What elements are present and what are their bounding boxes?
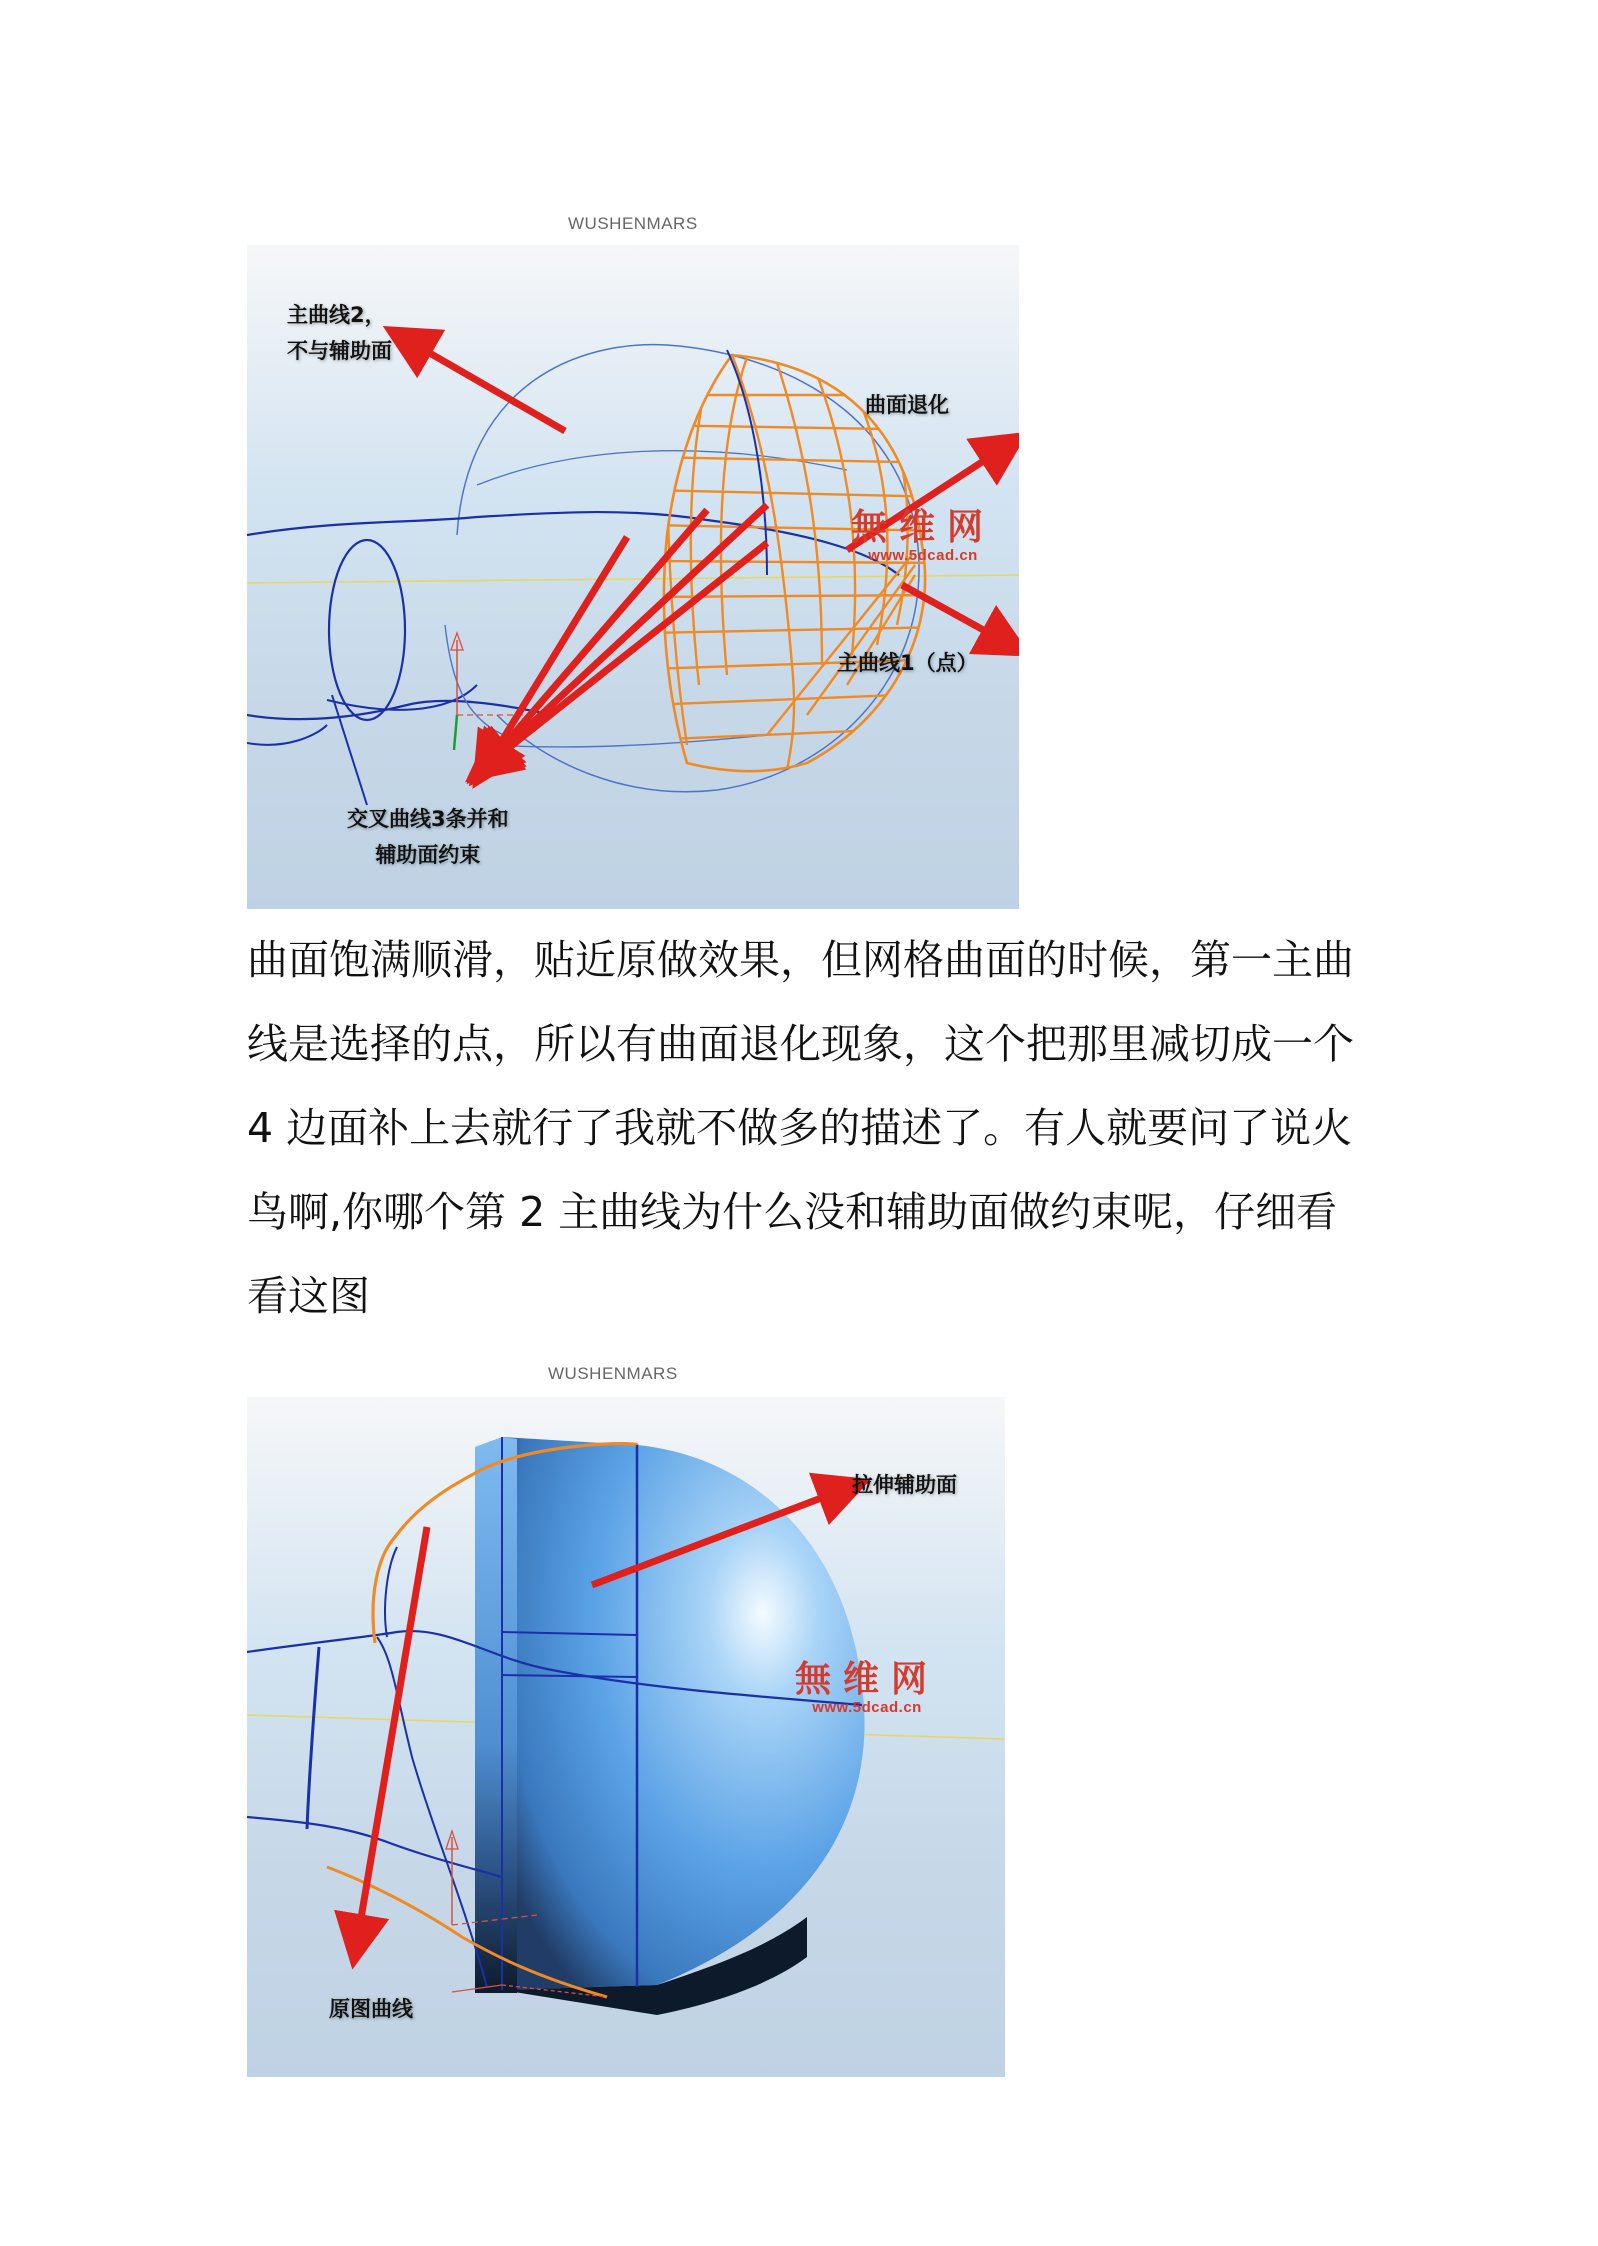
logo-url-2: www.5dcad.cn: [812, 1699, 922, 1716]
logo-text: 無维网: [851, 506, 996, 548]
label-cross-curves-line1: 交叉曲线3条并和: [347, 807, 509, 831]
watermark-caption: WUSHENMARS: [568, 214, 698, 233]
label-main-curve-2-line1: 主曲线2，: [287, 303, 386, 327]
logo-url: www.5dcad.cn: [868, 547, 978, 564]
mesh-surface-figure: [247, 245, 1019, 909]
label-extrude-aux-surface: 拉伸辅助面: [852, 1473, 957, 1497]
watermark-caption-2: WUSHENMARS: [548, 1364, 678, 1383]
label-surface-degenerate: 曲面退化: [865, 393, 949, 417]
logo-text-2: 無维网: [795, 1658, 940, 1700]
neck-loop: [329, 540, 405, 720]
extrude-surface-figure: [247, 1397, 1005, 2077]
label-cross-curves: [347, 801, 509, 873]
label-main-curve-1: 主曲线1（点）: [837, 651, 978, 675]
body-paragraph: 曲面饱满顺滑，贴近原做效果，但网格曲面的时候，第一主曲线是选择的点，所以有曲面退化现象，这个把那里减切成一个 4 边面补上去就行了我就不做多的描述了。有人就要问了说火鸟啊,你哪个第 2 主曲线为什么没和辅助面做约束呢，仔细看看这图: [247, 936, 1354, 1320]
main-body-curve: [247, 512, 899, 575]
site-logo: [851, 507, 995, 564]
site-logo-2: [795, 1659, 939, 1716]
label-main-curve-2: [287, 297, 392, 369]
label-main-curve-2-line2: 不与辅助面: [287, 339, 392, 363]
label-original-curve: 原图曲线: [329, 1997, 413, 2021]
label-cross-curves-line2: 辅助面约束: [375, 843, 481, 867]
